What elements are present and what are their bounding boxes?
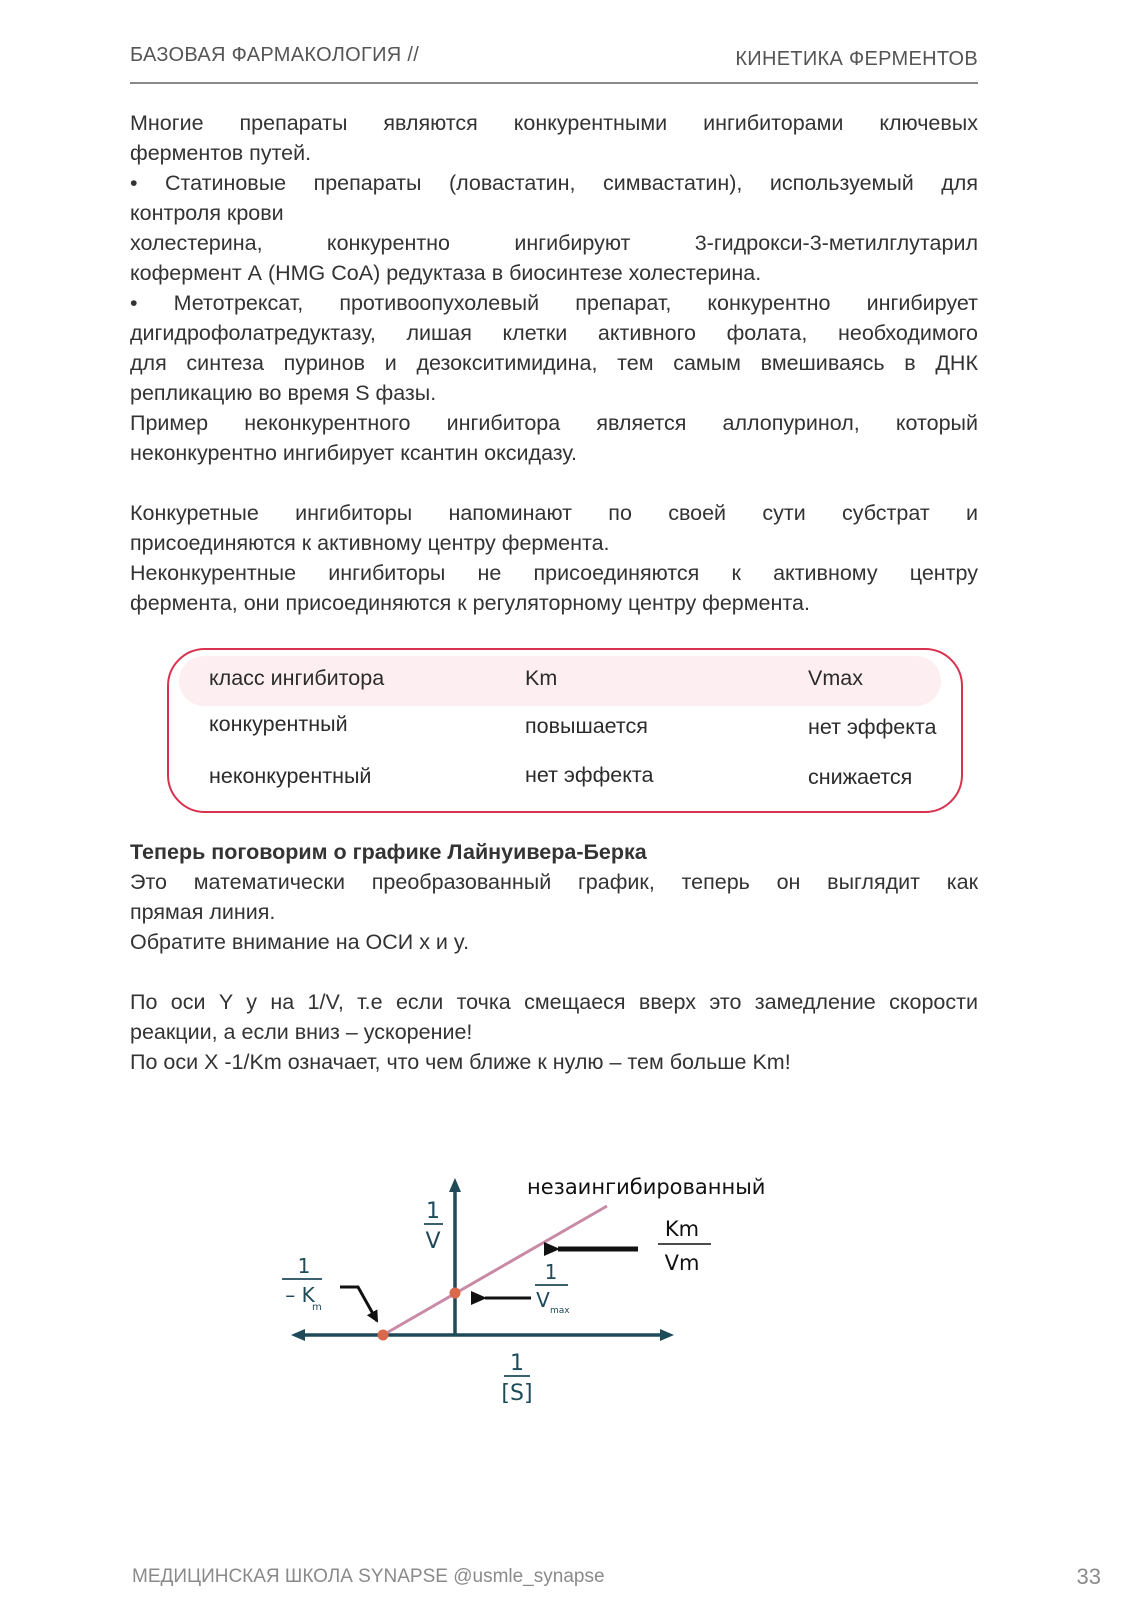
y-intercept-label-subscript: max <box>550 1306 570 1316</box>
paragraph-line: прямая линия. <box>130 900 276 924</box>
x-axis-label-denominator: [S] <box>501 1381 533 1406</box>
x-intercept-label-denominator: – K <box>285 1283 315 1307</box>
table-cell: повышается <box>525 714 648 738</box>
y-intercept-point <box>450 1288 461 1299</box>
table-cell: снижается <box>808 765 913 789</box>
footer-school: МЕДИЦИНСКАЯ ШКОЛА SYNAPSE @usmle_synapse <box>132 1566 605 1587</box>
slope-denominator: Vm <box>664 1251 700 1275</box>
table-cell: нет эффекта <box>525 763 654 787</box>
page-number: 33 <box>1076 1564 1101 1589</box>
paragraph-line: Конкуретные ингибиторы напоминают по своей сути субстрат и <box>130 501 978 525</box>
y-axis-label-denominator: V <box>425 1229 441 1254</box>
table-header-km: Km <box>525 666 558 690</box>
paragraph-line: Неконкурентные ингибиторы не присоединяются к активному центру <box>130 561 978 585</box>
paragraph-line: репликацию во время S фазы. <box>130 381 437 405</box>
table-cell: нет эффекта <box>808 715 937 739</box>
paragraph-line: Многие препараты являются конкурентными ингибиторами ключевых <box>130 111 978 135</box>
y-intercept-label-denominator: V <box>536 1288 550 1312</box>
header-chapter-title: КИНЕТИКА ФЕРМЕНТОВ <box>735 48 978 70</box>
paragraph-line: реакции, а если вниз – ускорение! <box>130 1020 473 1044</box>
table-header-vmax: Vmax <box>808 666 863 690</box>
y-axis-label-numerator: 1 <box>426 1199 440 1224</box>
paragraph-line: холестерина, конкурентно ингибируют 3-гидрокси-3-метилглутарил <box>130 231 978 255</box>
table-cell: конкурентный <box>209 712 348 736</box>
uninhibited-line <box>383 1206 607 1335</box>
y-intercept-label-numerator: 1 <box>544 1260 558 1284</box>
slope-numerator: Km <box>664 1217 700 1241</box>
paragraph-line: неконкурентно ингибирует ксантин оксидазу. <box>130 441 577 465</box>
paragraph-line: • Метотрексат, противоопухолевый препарат, конкурентно ингибирует <box>130 291 978 315</box>
header-book-title: БАЗОВАЯ ФАРМАКОЛОГИЯ // <box>130 44 420 66</box>
table-header-class: класс ингибитора <box>209 666 385 690</box>
paragraph-line: • Статиновые препараты (ловастатин, симвастатин), используемый для <box>130 171 978 195</box>
x-intercept-label-subscript: m <box>312 1302 322 1313</box>
paragraph-line: фермента, они присоединяются к регуляторному центру фермента. <box>130 591 810 615</box>
x-intercept-point <box>378 1330 389 1341</box>
paragraph-line: По оси X -1/Km означает, что чем ближе к нулю – тем больше Km! <box>130 1050 791 1074</box>
x-axis-label-numerator: 1 <box>510 1351 524 1376</box>
x-intercept-arrow <box>340 1287 377 1321</box>
section-title: Теперь поговорим о графике Лайнуивера-Берка <box>130 840 647 864</box>
paragraph-line: контроля крови <box>130 201 284 225</box>
paragraph-line: По оси Y у на 1/V, т.е если точка смещаеся вверх это замедление скорости <box>130 990 978 1014</box>
paragraph-line: присоединяются к активному центру фермента. <box>130 531 610 555</box>
paragraph-line: Обратите внимание на ОСИ x и y. <box>130 930 470 954</box>
paragraph-line: ферментов путей. <box>130 141 312 165</box>
paragraph-line: для синтеза пуринов и дезокситимидина, тем самым вмешиваясь в ДНК <box>130 351 978 375</box>
paragraph-line: Пример неконкурентного ингибитора является аллопуринол, который <box>130 411 978 435</box>
x-intercept-label-numerator: 1 <box>297 1254 311 1278</box>
paragraph-line: кофермент А (HMG CoA) редуктаза в биосинтезе холестерина. <box>130 261 762 285</box>
paragraph-line: дигидрофолатредуктазу, лишая клетки активного фолата, необходимого <box>130 321 978 345</box>
paragraph-line: Это математически преобразованный график, теперь он выглядит как <box>130 870 978 894</box>
table-cell: неконкурентный <box>209 764 372 788</box>
line-label: незаингибированный <box>527 1175 766 1199</box>
